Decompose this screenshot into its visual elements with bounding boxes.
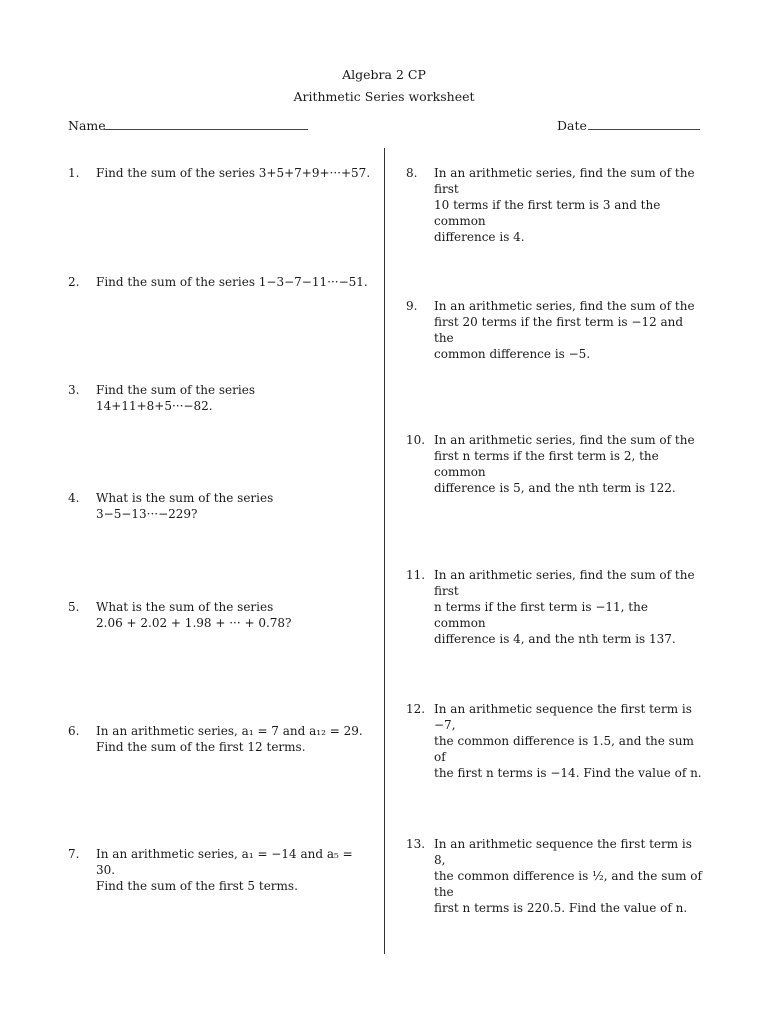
problem-number: 9. [406, 299, 418, 313]
problem-number: 10. [406, 433, 426, 447]
date-label: Date [557, 118, 587, 133]
problem-text: Find the sum of the series 14+11+8+5···−82. [96, 383, 255, 413]
course-title: Algebra 2 CP [342, 67, 426, 82]
problem-number: 6. [68, 724, 80, 738]
problem-number: 13. [406, 837, 426, 851]
problem-text: In an arithmetic series, a₁ = 7 and a₁₂ = 29. Find the sum of the first 12 terms. [96, 724, 363, 754]
name-line[interactable] [104, 129, 308, 130]
problem-number: 7. [68, 847, 80, 861]
column-divider [384, 148, 385, 954]
problem-text: In an arithmetic series, a₁ = −14 and a₅ = 30. Find the sum of the first 5 terms. [96, 847, 353, 893]
problem-number: 8. [406, 166, 418, 180]
worksheet-title: Arithmetic Series worksheet [293, 89, 475, 104]
problem-number: 2. [68, 275, 80, 289]
problem-text: In an arithmetic series, find the sum of the first n terms if the first term is 2, the common difference is 5, and the nth term is 122. [434, 433, 695, 495]
problem-number: 11. [406, 568, 426, 582]
problem-text: In an arithmetic series, find the sum of the first 20 terms if the first term is −12 and the common difference is −5. [434, 299, 695, 361]
problem-text: What is the sum of the series 2.06 + 2.02 + 1.98 + ··· + 0.78? [96, 600, 292, 630]
problem-text: In an arithmetic series, find the sum of the first n terms if the first term is −11, the common difference is 4, and the nth term is 137. [434, 568, 695, 646]
problem-text: Find the sum of the series 1−3−7−11···−51. [96, 275, 368, 289]
problem-text: In an arithmetic sequence the first term is −7, the common difference is 1.5, and the sum of the first n terms is −14. Find the value of n. [434, 702, 702, 780]
problem-number: 4. [68, 491, 80, 505]
date-line[interactable] [588, 129, 700, 130]
problem-text: In an arithmetic sequence the first term is 8, the common difference is ½, and the sum of the first n terms is 220.5. Find the value of n. [434, 837, 702, 915]
problem-text: In an arithmetic series, find the sum of the first 10 terms if the first term is 3 and the common difference is 4. [434, 166, 695, 244]
problem-text: Find the sum of the series 3+5+7+9+···+57. [96, 166, 371, 180]
problem-number: 12. [406, 702, 426, 716]
problem-text: What is the sum of the series 3−5−13···−229? [96, 491, 274, 521]
problem-number: 5. [68, 600, 80, 614]
problem-number: 1. [68, 166, 80, 180]
problem-number: 3. [68, 383, 80, 397]
name-label: Name [68, 118, 106, 133]
